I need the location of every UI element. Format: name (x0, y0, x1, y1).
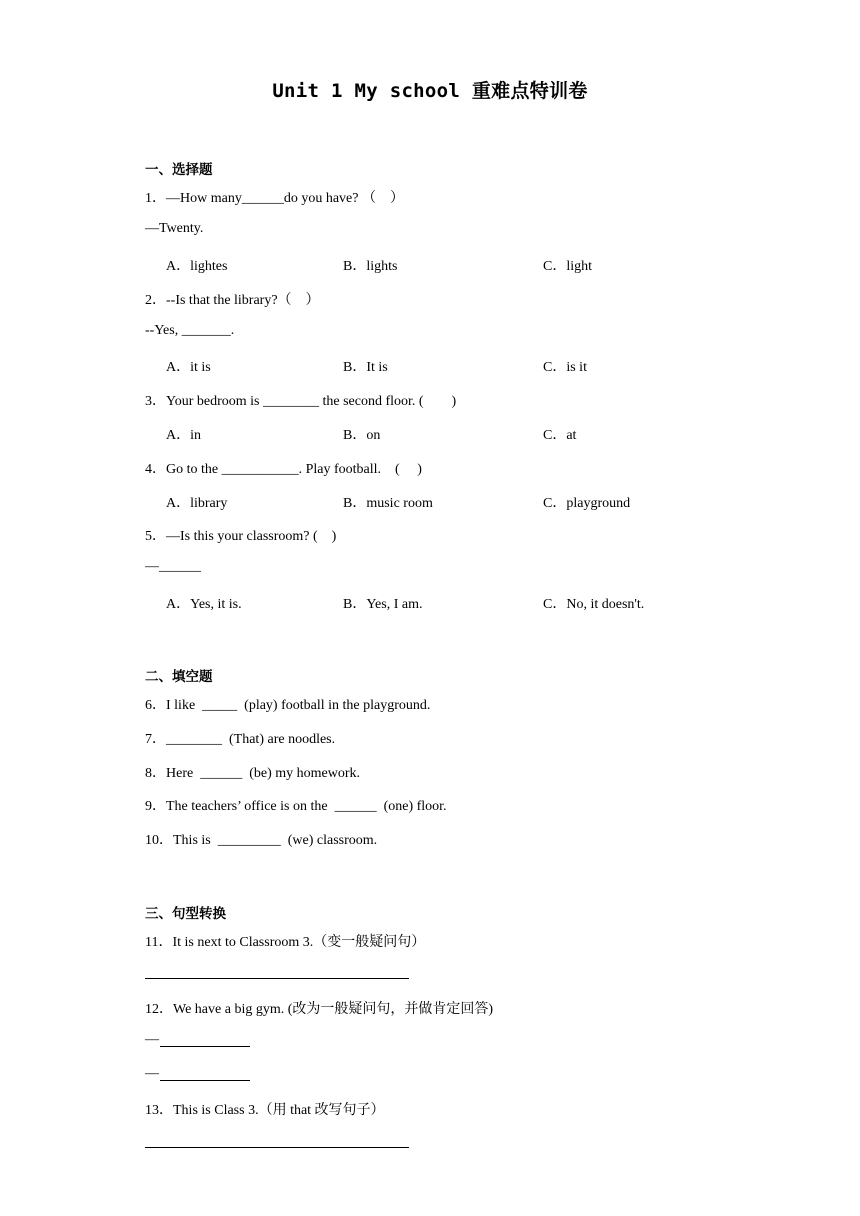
question-2-option-b[interactable]: B．It is (343, 360, 388, 375)
question-5-option-a[interactable]: A．Yes, it is. (166, 597, 242, 612)
question-3-stem: 3．Your bedroom is ________ the second floor. ( ) (145, 394, 457, 409)
question-3-option-b[interactable]: B．on (343, 428, 381, 443)
section-heading-multiple-choice: 一、选择题 (145, 162, 213, 178)
question-2-option-c[interactable]: C．is it (543, 360, 587, 375)
question-4-option-c[interactable]: C．playground (543, 496, 631, 511)
question-5-stem: 5．—Is this your classroom? ( ) (145, 529, 337, 544)
question-5-response: —______ (145, 559, 201, 574)
section-heading-sentence-transform: 三、句型转换 (145, 906, 226, 922)
page-title: Unit 1 My school 重难点特训卷 (272, 80, 588, 102)
question-12-answer-dash-2: — (145, 1066, 159, 1081)
question-1-stem: 1．—How many______do you have? （ ） (145, 191, 404, 206)
answer-line-12b[interactable] (160, 1080, 250, 1081)
question-4-stem: 4．Go to the ___________. Play football. ( ) (145, 462, 422, 477)
question-5-option-c[interactable]: C．No, it doesn't. (543, 597, 645, 612)
question-1-option-b[interactable]: B．lights (343, 259, 398, 274)
question-1-option-a[interactable]: A．lightes (166, 259, 228, 274)
answer-line-11[interactable] (145, 978, 409, 979)
question-7: 7．________ (That) are noodles. (145, 732, 336, 747)
question-1-option-c[interactable]: C．light (543, 259, 593, 274)
question-12: 12．We have a big gym. (改为一般疑问句，并做肯定回答) (145, 1002, 494, 1017)
question-12-answer-dash-1: — (145, 1032, 159, 1047)
answer-line-12a[interactable] (160, 1046, 250, 1047)
question-2-stem: 2．--Is that the library?（ ） (145, 293, 320, 308)
answer-line-13[interactable] (145, 1147, 409, 1148)
question-9: 9．The teachers’ office is on the ______ (one) floor. (145, 799, 447, 814)
question-11: 11．It is next to Classroom 3.（变一般疑问句） (145, 935, 426, 950)
question-3-option-c[interactable]: C．at (543, 428, 577, 443)
question-8: 8．Here ______ (be) my homework. (145, 766, 361, 781)
question-1-response: —Twenty. (145, 221, 204, 236)
question-6: 6．I like _____ (play) football in the playground. (145, 698, 431, 713)
question-5-option-b[interactable]: B．Yes, I am. (343, 597, 423, 612)
question-4-option-b[interactable]: B．music room (343, 496, 433, 511)
question-2-option-a[interactable]: A．it is (166, 360, 211, 375)
question-2-response: --Yes, _______. (145, 323, 235, 338)
question-3-option-a[interactable]: A．in (166, 428, 201, 443)
question-4-option-a[interactable]: A．library (166, 496, 228, 511)
section-heading-fill-in: 二、填空题 (145, 669, 213, 685)
question-10: 10．This is _________ (we) classroom. (145, 833, 378, 848)
question-13: 13．This is Class 3.（用 that 改写句子） (145, 1103, 385, 1118)
